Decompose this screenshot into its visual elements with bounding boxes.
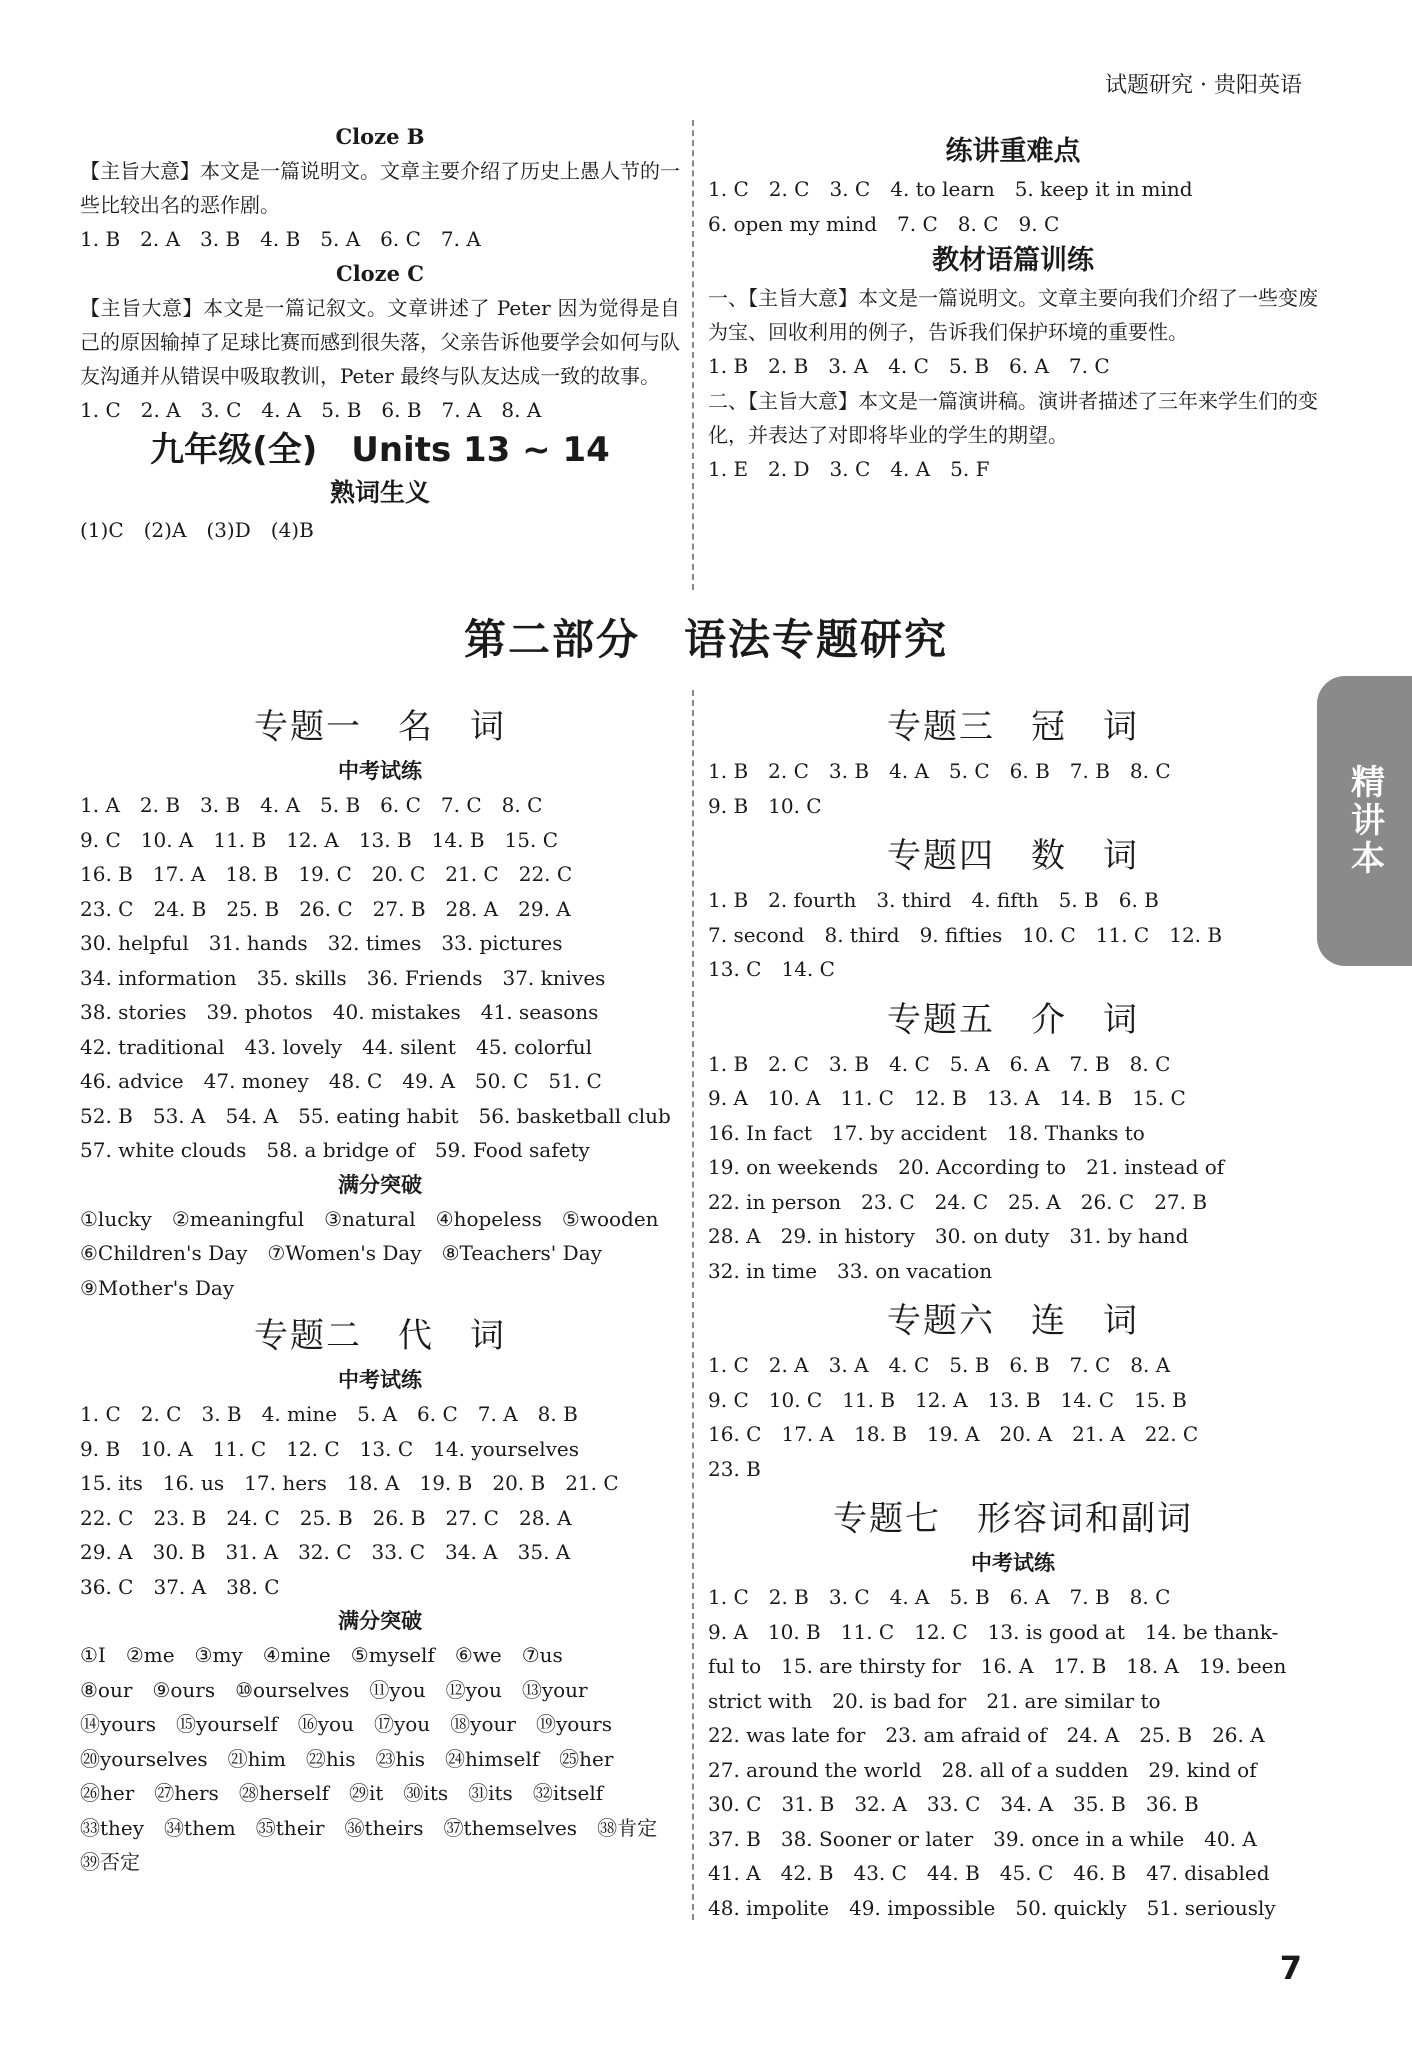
answer-line: 9. C 10. C 11. B 12. A 13. B 14. C 15. B <box>708 1387 1187 1412</box>
answer-line: 41. A 42. B 43. C 44. B 45. C 46. B 47. disabled <box>708 1861 1270 1885</box>
answer-line: 1. B 2. fourth 3. third 4. fifth 5. B 6. B <box>708 888 1159 912</box>
textbook-training-title: 教材语篇训练 <box>932 245 1094 276</box>
answer-line: 15. its 16. us 17. hers 18. A 19. B 20. B 21. C <box>80 1471 619 1495</box>
training-summary-1: 一、【主旨大意】本文是一篇说明文。文章主要向我们介绍了一些变废为宝、回收利用的例子，告诉我们保护环境的重要性。 <box>708 286 1318 344</box>
answer-line: 16. In fact 17. by accident 18. Thanks to <box>708 1120 1145 1145</box>
vocab-answers: (1)C (2)A (3)D (4)B <box>80 518 314 542</box>
answer-line: 1. C 2. C 3. B 4. mine 5. A 6. C 7. A 8. B <box>80 1402 578 1426</box>
answer-line: strict with 20. is bad for 21. are similar to <box>708 1688 1161 1713</box>
topic-4-title: 专题四 数 词 <box>887 836 1139 876</box>
answer-line: 30. C 31. B 32. A 33. C 34. A 35. B 36. B <box>708 1792 1199 1816</box>
answer-line: ⑳yourselves ㉑him ㉒his ㉓his ㉔himself ㉕her <box>80 1746 614 1771</box>
answer-line: 19. on weekends 20. According to 21. instead of <box>708 1155 1225 1179</box>
answer-line: 1. B 2. C 3. B 4. C 5. A 6. A 7. B 8. C <box>708 1051 1171 1076</box>
key-points-line: 1. C 2. C 3. C 4. to learn 5. keep it in mind <box>708 177 1193 201</box>
answer-line: 13. C 14. C <box>708 957 835 981</box>
answer-line: 23. B <box>708 1456 761 1481</box>
cloze-b-answers: 1. B 2. A 3. B 4. B 5. A 6. C 7. A <box>80 227 481 251</box>
cloze-b-summary: 【主旨大意】本文是一篇说明文。文章主要介绍了历史上愚人节的一些比较出名的恶作剧。 <box>80 159 680 217</box>
page-number: 7 <box>1279 1949 1302 1987</box>
answer-line: 22. was late for 23. am afraid of 24. A 25. B 26. A <box>708 1723 1265 1747</box>
topic-6-title: 专题六 连 词 <box>887 1301 1139 1341</box>
answer-line: 38. stories 39. photos 40. mistakes 41. seasons <box>80 1000 599 1024</box>
answer-line: 16. B 17. A 18. B 19. C 20. C 21. C 22. C <box>80 862 573 886</box>
answer-line: 1. C 2. B 3. C 4. A 5. B 6. A 7. B 8. C <box>708 1585 1171 1609</box>
answer-line: 29. A 30. B 31. A 32. C 33. C 34. A 35. A <box>80 1540 571 1564</box>
column-divider-bottom <box>692 690 694 1920</box>
answer-line: ⑨Mother's Day <box>80 1275 235 1300</box>
answer-line: 48. impolite 49. impossible 50. quickly 51. seriously <box>708 1895 1276 1920</box>
bottom-right-column <box>708 700 1318 1925</box>
key-points-line: 6. open my mind 7. C 8. C 9. C <box>708 211 1060 236</box>
key-points-title: 练讲重难点 <box>945 136 1081 167</box>
answer-line: 9. B 10. A 11. C 12. C 13. C 14. yourselves <box>80 1436 579 1461</box>
answer-line: 1. B 2. C 3. B 4. A 5. C 6. B 7. B 8. C <box>708 759 1171 783</box>
training-answers-2: 1. E 2. D 3. C 4. A 5. F <box>708 456 990 481</box>
answer-line: 27. around the world 28. all of a sudden 29. kind of <box>708 1757 1257 1782</box>
topic-1-subtitle-full: 满分突破 <box>338 1171 422 1197</box>
answer-line: ①lucky ②meaningful ③natural ④hopeless ⑤wooden <box>80 1206 659 1231</box>
answer-line: 30. helpful 31. hands 32. times 33. pictures <box>80 931 563 955</box>
topic-7-subtitle-exam: 中考试练 <box>971 1550 1055 1575</box>
answer-line: 28. A 29. in history 30. on duty 31. by hand <box>708 1224 1189 1248</box>
answer-line: ①I ②me ③my ④mine ⑤myself ⑥we ⑦us <box>80 1643 563 1667</box>
answer-line: ⑭yours ⑮yourself ⑯you ⑰you ⑱your ⑲yours <box>80 1712 612 1736</box>
answer-line: 57. white clouds 58. a bridge of 59. Food safety <box>80 1138 590 1162</box>
cloze-c-answers: 1. C 2. A 3. C 4. A 5. B 6. B 7. A 8. A <box>80 397 542 422</box>
answer-line: 32. in time 33. on vacation <box>708 1258 993 1283</box>
answer-line: 9. A 10. A 11. C 12. B 13. A 14. B 15. C <box>708 1086 1186 1110</box>
topic-1-answers <box>80 788 680 1168</box>
answer-line: 9. C 10. A 11. B 12. A 13. B 14. B 15. C <box>80 827 559 852</box>
answer-line: 22. in person 23. C 24. C 25. A 26. C 27. B <box>708 1189 1208 1214</box>
top-right-column <box>708 132 1318 486</box>
grade-title: 九年级(全) Units 13 ~ 14 <box>150 430 610 470</box>
answer-line: 36. C 37. A 38. C <box>80 1574 280 1599</box>
answer-line: 7. second 8. third 9. fifties 10. C 11. C 12. B <box>708 922 1223 947</box>
topic-1-subtitle-exam: 中考试练 <box>338 758 422 783</box>
side-tab-label: 精讲本 <box>1344 764 1385 878</box>
topic-2-subtitle-exam: 中考试练 <box>338 1367 422 1392</box>
answer-line: 42. traditional 43. lovely 44. silent 45. colorful <box>80 1034 593 1059</box>
topic-3-title: 专题三 冠 词 <box>887 707 1139 747</box>
bottom-left-column <box>80 700 680 1880</box>
topic-5-title: 专题五 介 词 <box>887 999 1139 1040</box>
answer-line: 46. advice 47. money 48. C 49. A 50. C 51. C <box>80 1069 602 1093</box>
cloze-c-summary: 【主旨大意】本文是一篇记叙文。文章讲述了 Peter 因为觉得是自己的原因输掉了足球比赛而感到很失落，父亲告诉他要学会如何与队友沟通并从错误中吸取教训，Peter 最终与队友达成一致的故事。 <box>80 295 680 388</box>
top-left-column <box>80 120 680 548</box>
topic-2-subtitle-full: 满分突破 <box>338 1608 422 1633</box>
page-header: 试题研究 · 贵阳英语 <box>1105 73 1302 98</box>
cloze-c-title: Cloze C <box>335 260 424 286</box>
cloze-b-title: Cloze B <box>335 124 425 149</box>
training-answers-1: 1. B 2. B 3. A 4. C 5. B 6. A 7. C <box>708 354 1110 378</box>
answer-line: 16. C 17. A 18. B 19. A 20. A 21. A 22. C <box>708 1422 1199 1446</box>
answer-line: 9. A 10. B 11. C 12. C 13. is good at 14. be thank- <box>708 1619 1279 1644</box>
part-title: 第二部分 语法专题研究 <box>463 615 948 664</box>
topic-2-title: 专题二 代 词 <box>254 1316 506 1356</box>
answer-line: ⑥Children's Day ⑦Women's Day ⑧Teachers' Day <box>80 1241 602 1265</box>
side-tab <box>1317 676 1412 966</box>
answer-line: 1. A 2. B 3. B 4. A 5. B 6. C 7. C 8. C <box>80 793 543 817</box>
vocab-title: 熟词生义 <box>329 478 430 507</box>
column-divider-top <box>692 120 694 590</box>
answer-line: ㊴否定 <box>80 1850 140 1874</box>
answer-line: ㉝they ㉞them ㉟their ㊱theirs ㊲themselves ㊳肯定 <box>80 1815 658 1840</box>
topic-7-title: 专题七 形容词和副词 <box>833 1499 1193 1539</box>
answer-line: 52. B 53. A 54. A 55. eating habit 56. basketball club <box>80 1103 671 1128</box>
answer-line: 23. C 24. B 25. B 26. C 27. B 28. A 29. A <box>80 896 571 921</box>
training-summary-2: 二、【主旨大意】本文是一篇演讲稿。演讲者描述了三年来学生们的变化，并表达了对即将毕业的学生的期望。 <box>708 388 1318 447</box>
answer-line: ㉖her ㉗hers ㉘herself ㉙it ㉚its ㉛its ㉜itself <box>80 1781 604 1805</box>
answer-line: 1. C 2. A 3. A 4. C 5. B 6. B 7. C 8. A <box>708 1353 1171 1377</box>
answer-line: ⑧our ⑨ours ⑩ourselves ⑪you ⑫you ⑬your <box>80 1677 588 1702</box>
answer-line: 37. B 38. Sooner or later 39. once in a while 40. A <box>708 1826 1257 1851</box>
topic-1-title: 专题一 名 词 <box>254 707 506 747</box>
answer-line: 22. C 23. B 24. C 25. B 26. B 27. C 28. A <box>80 1505 572 1530</box>
answer-line: ful to 15. are thirsty for 16. A 17. B 18. A 19. been <box>708 1654 1287 1678</box>
answer-line: 9. B 10. C <box>708 793 822 818</box>
answer-line: 34. information 35. skills 36. Friends 37. knives <box>80 965 606 990</box>
